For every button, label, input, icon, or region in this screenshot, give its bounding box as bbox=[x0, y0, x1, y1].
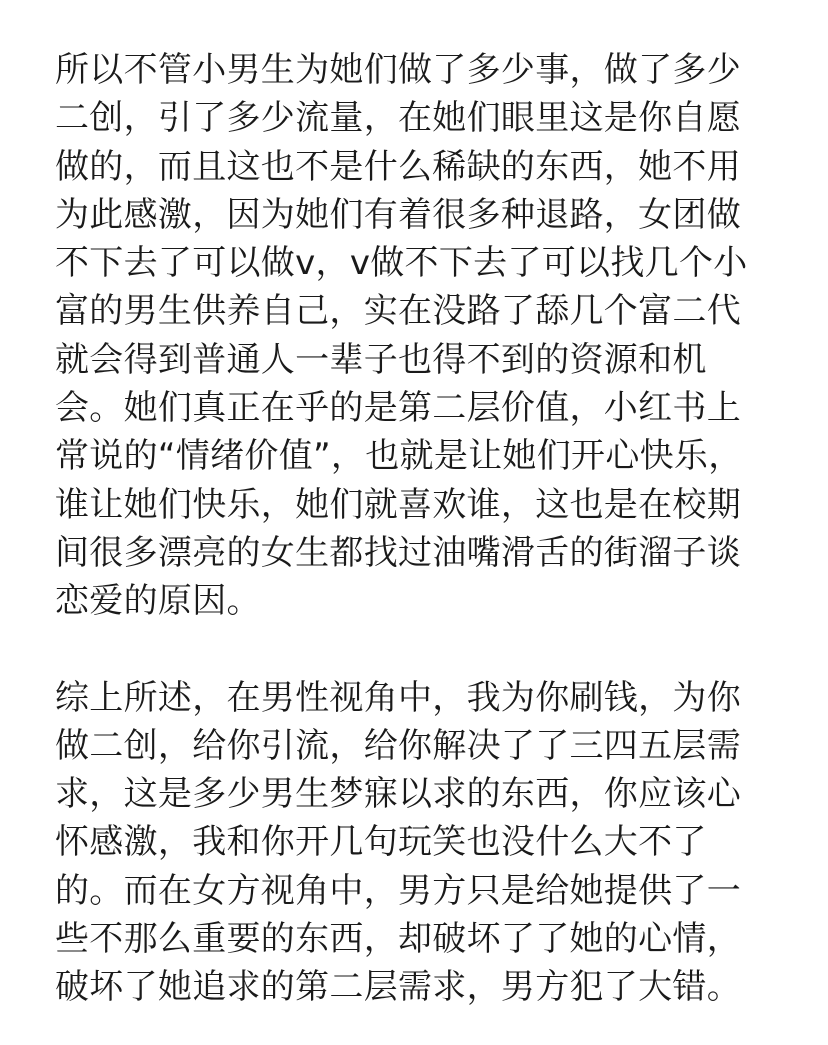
text-line: 会。她们真正在乎的是第二层价值，小红书上 bbox=[55, 388, 741, 429]
text-line: 怀感激，我和你开几句玩笑也没什么大不了 bbox=[55, 822, 707, 863]
text-line: 为此感激，因为她们有着很多种退路，女团做 bbox=[55, 194, 741, 235]
text-line: 富的男生供养自己，实在没路了舔几个富二代 bbox=[55, 291, 741, 332]
text-line: 破坏了她追求的第二层需求，男方犯了大错。 bbox=[55, 967, 741, 1008]
paragraph-1 bbox=[55, 46, 788, 626]
paragraph-2 bbox=[55, 674, 788, 1012]
text-line: 求，这是多少男生梦寐以求的东西，你应该心 bbox=[55, 774, 741, 815]
text-line: 间很多漂亮的女生都找过油嘴滑舌的街溜子谈 bbox=[55, 532, 741, 573]
text-line: 不下去了可以做v，v做不下去了可以找几个小 bbox=[55, 243, 748, 284]
text-line: 做的，而且这也不是什么稀缺的东西，她不用 bbox=[55, 146, 741, 187]
text-line: 恋爱的原因。 bbox=[55, 581, 261, 622]
text-line: 综上所述，在男性视角中，我为你刷钱，为你 bbox=[55, 677, 741, 718]
text-line: 做二创，给你引流，给你解决了了三四五层需 bbox=[55, 725, 741, 766]
text-line: 就会得到普通人一辈子也得不到的资源和机 bbox=[55, 339, 707, 380]
text-line: 些不那么重要的东西，却破坏了了她的心情， bbox=[55, 919, 741, 960]
text-line: 二创，引了多少流量，在她们眼里这是你自愿 bbox=[55, 98, 741, 139]
text-line: 谁让她们快乐，她们就喜欢谁，这也是在校期 bbox=[55, 484, 741, 525]
text-line: 常说的“情绪价值”，也就是让她们开心快乐， bbox=[55, 436, 743, 477]
text-line: 所以不管小男生为她们做了多少事，做了多少 bbox=[55, 50, 741, 90]
text-line: 的。而在女方视角中，男方只是给她提供了一 bbox=[55, 870, 741, 911]
